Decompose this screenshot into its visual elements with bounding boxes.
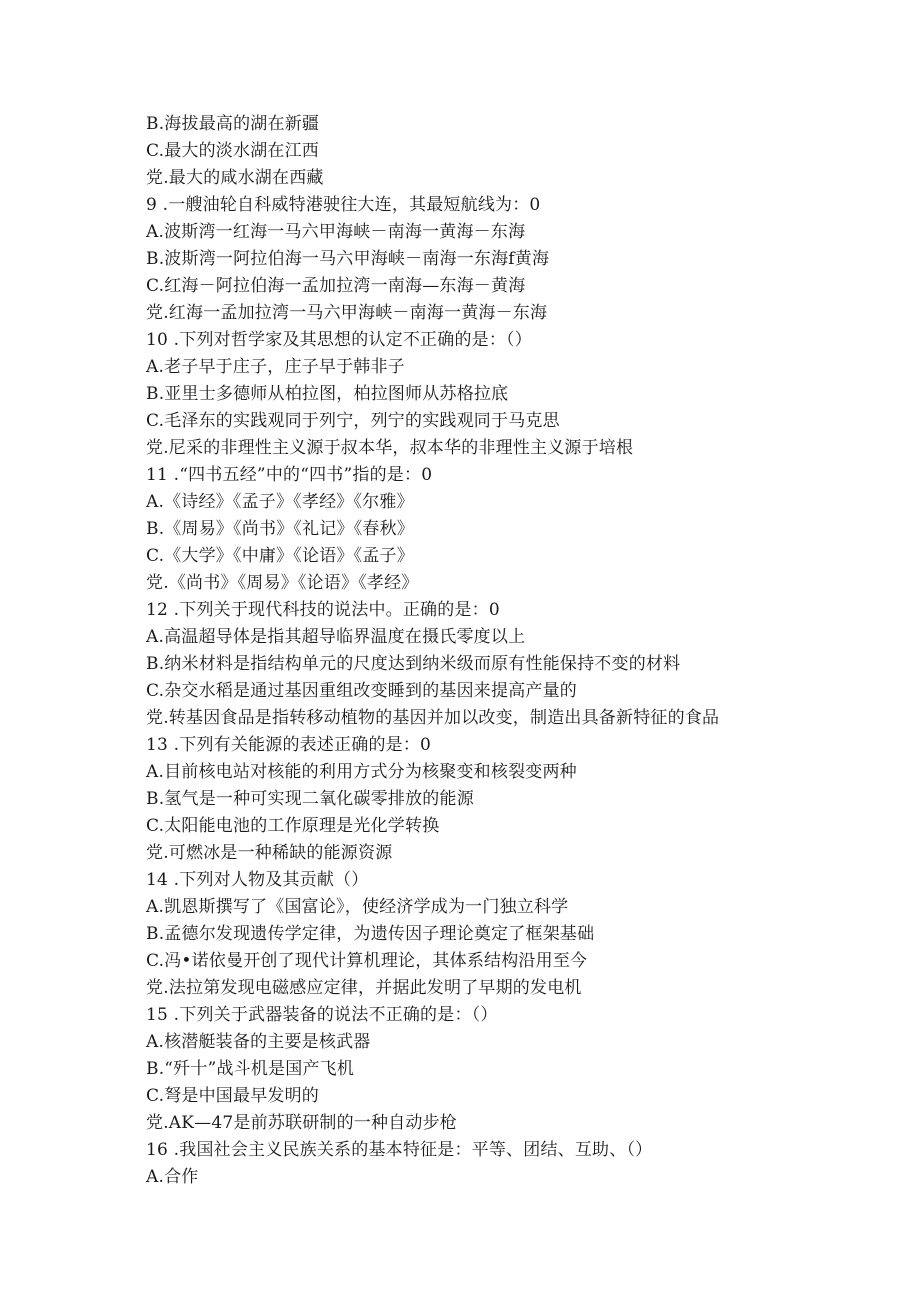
option-line: C.杂交水稻是通过基因重组改变睡到的基因来提高产量的 (146, 681, 578, 701)
question-line: 16 .我国社会主义民族关系的基本特征是：平等、团结、互助、（） (146, 1140, 653, 1160)
option-line: C.最大的淡水湖在江西 (146, 141, 320, 161)
option-line: 党.转基因食品是指转移动植物的基因并加以改变，制造出具备新特征的食品 (146, 708, 720, 728)
option-line: A.核潜艇装备的主要是核武器 (146, 1032, 371, 1052)
option-line: C.毛泽东的实践观同于列宁，列宁的实践观同于马克思 (146, 411, 560, 431)
option-line: A.波斯湾一红海一马六甲海峡－南海一黄海－东海 (146, 222, 526, 242)
question-line: 15 .下列关于武器装备的说法不正确的是：（） (146, 1005, 498, 1025)
option-line: B.孟德尔发现遗传学定律，为遗传因子理论奠定了框架基础 (146, 924, 595, 944)
option-line: B.纳米材料是指结构单元的尺度达到纳米级而原有性能保持不变的材料 (146, 654, 681, 674)
question-line: 13 .下列有关能源的表述正确的是：0 (146, 735, 432, 755)
option-line: B.氢气是一种可实现二氧化碳零排放的能源 (146, 789, 474, 809)
option-line: A.老子早于庄子，庄子早于韩非子 (146, 357, 405, 377)
option-line: C.《大学》《中庸》《论语》《孟子》 (146, 546, 414, 566)
option-line: C.弩是中国最早发明的 (146, 1086, 320, 1106)
option-line: B.《周易》《尚书》《礼记》《春秋》 (146, 519, 414, 539)
option-line: 党.《尚书》《周易》《论语》《孝经》 (146, 573, 419, 593)
question-line: 12 .下列关于现代科技的说法中。正确的是：0 (146, 600, 500, 620)
option-line: 党.法拉第发现电磁感应定律，并据此发明了早期的发电机 (146, 978, 582, 998)
question-line: 11 .“四书五经”中的“四书”指的是：0 (146, 465, 433, 485)
option-line: 党.AK—47是前苏联研制的一种自动步枪 (146, 1113, 458, 1133)
option-line: 党.红海一孟加拉湾一马六甲海峡－南海一黄海－东海 (146, 303, 548, 323)
option-line: B.海拔最高的湖在新疆 (146, 114, 320, 134)
option-line: A.凯恩斯撰写了《国富论》，使经济学成为一门独立科学 (146, 897, 569, 917)
option-line: B.“歼十”战斗机是国产飞机 (146, 1059, 355, 1079)
question-text-block (146, 111, 886, 1191)
question-line: 9 .一艘油轮自科威特港驶往大连，其最短航线为：0 (146, 195, 541, 215)
option-line: A.高温超导体是指其超导临界温度在摄氏零度以上 (146, 627, 526, 647)
option-line: C.冯•诺依曼开创了现代计算机理论，其体系结构沿用至今 (146, 951, 588, 971)
option-line: A.《诗经》《孟子》《孝经》《尔雅》 (146, 492, 414, 512)
option-line: B.波斯湾一阿拉伯海一马六甲海峡－南海一东海f黄海 (146, 249, 550, 269)
option-line: 党.最大的咸水湖在西藏 (146, 168, 324, 188)
question-line: 14 .下列对人物及其贡献（） (146, 870, 369, 890)
option-line: 党.可燃冰是一种稀缺的能源资源 (146, 843, 393, 863)
option-line: A.合作 (146, 1167, 199, 1187)
option-line: C.太阳能电池的工作原理是光化学转换 (146, 816, 440, 836)
option-line: A.目前核电站对核能的利用方式分为核聚变和核裂变两种 (146, 762, 577, 782)
option-line: 党.尼采的非理性主义源于叔本华，叔本华的非理性主义源于培根 (146, 438, 634, 458)
option-line: C.红海－阿拉伯海一孟加拉湾一南海—东海－黄海 (146, 276, 526, 296)
question-line: 10 .下列对哲学家及其思想的认定不正确的是：（） (146, 330, 532, 350)
option-line: B.亚里士多德师从柏拉图，柏拉图师从苏格拉底 (146, 384, 509, 404)
